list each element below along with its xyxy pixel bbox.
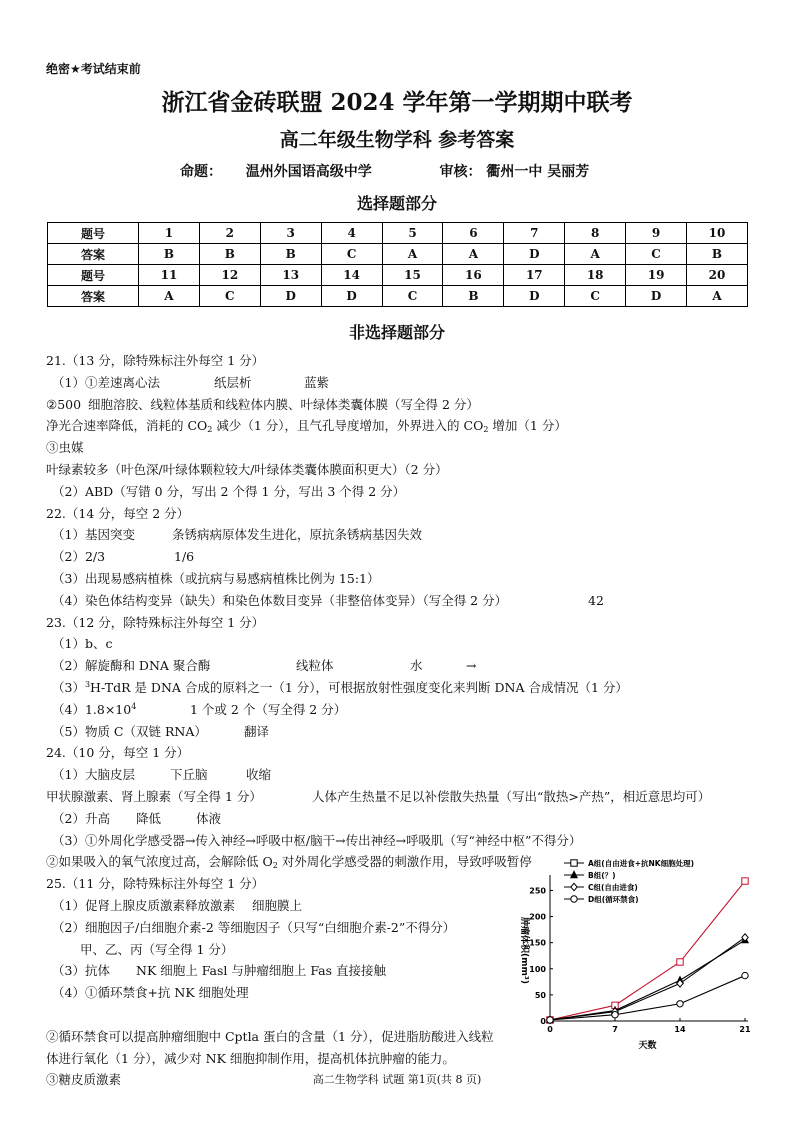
q23-3-answer (46, 677, 758, 699)
table-cell: A (565, 244, 626, 265)
q23-2-answer (46, 655, 758, 677)
table-cell: 2 (199, 223, 260, 244)
arrow-symbol: → (466, 658, 477, 674)
data-point (677, 959, 683, 965)
data-point (571, 860, 577, 866)
data-point (571, 896, 577, 902)
answer-text: 人体产生热量不足以补偿散失热量（写出“散热>产热”，相近意思均可） (312, 788, 711, 804)
q24-4-answer: （3）①外周化学感受器→传入神经→呼吸中枢/脑干→传出神经→呼吸肌（写“神经中枢”不得分） (52, 832, 582, 848)
table-cell: 5 (382, 223, 443, 244)
q22-4-answer (46, 590, 758, 612)
q25-heading: 25.（11 分，除特殊标注外每空 1 分） (46, 876, 265, 892)
q22-1-answer (46, 524, 758, 546)
data-point (742, 878, 748, 884)
table-cell: D (626, 286, 687, 307)
row-label: 答案 (48, 244, 139, 265)
table-row (48, 286, 748, 307)
superscript: 3 (84, 679, 91, 689)
table-cell: C (199, 286, 260, 307)
table-cell: 1 (139, 223, 200, 244)
table-cell: 10 (687, 223, 748, 244)
table-cell: A (382, 244, 443, 265)
subscript: 2 (483, 425, 489, 435)
answer-text: 减少（1 分），且气孔导度增加，外界进入的 CO (212, 418, 484, 434)
answer-text: （1）大脑皮层 (52, 767, 135, 783)
answer-text: （2）2/3 (52, 549, 106, 565)
row-label: 答案 (48, 286, 139, 307)
subscript: 2 (207, 425, 213, 435)
data-point (677, 1001, 683, 1007)
answer-table (47, 222, 748, 307)
q21-4-answer: ③虫媒 (46, 440, 84, 456)
table-cell: B (139, 244, 200, 265)
table-cell: 19 (626, 265, 687, 286)
subscript: 2 (272, 861, 278, 871)
q21-heading: 21.（13 分，除特殊标注外每空 1 分） (46, 353, 265, 368)
table-cell: D (260, 286, 321, 307)
series-line (550, 937, 745, 1020)
q23-1-answer: （1）b、c (52, 636, 113, 652)
q23-4-answer (46, 699, 758, 721)
answer-text: ②500 (46, 396, 82, 412)
q24-1-answer (46, 764, 758, 786)
answer-text: ②如果吸入的氧气浓度过高，会解除低 O (46, 854, 273, 870)
legend-label: C组(自由进食) (588, 883, 638, 892)
section-nonchoice-heading: 非选择题部分 (348, 323, 445, 342)
table-cell: C (626, 244, 687, 265)
table-row (48, 244, 748, 265)
chart-legend (564, 858, 694, 904)
answer-text: 1 个或 2 个（写全得 2 分） (190, 701, 347, 717)
table-cell: C (565, 286, 626, 307)
superscript: 4 (131, 701, 137, 711)
table-cell: C (321, 244, 382, 265)
author-line (180, 161, 589, 181)
reviewer-name: 衢州一中 吴丽芳 (486, 164, 590, 180)
x-tick-label: 14 (674, 1025, 686, 1034)
table-cell: B (687, 244, 748, 265)
y-tick-label: 250 (529, 886, 546, 896)
q25-5-answer: ②循环禁食可以提高肿瘤细胞中 Cptla 蛋白的含量（1 分），促进脂肪酸进入线粒 (46, 1028, 494, 1044)
q24-heading: 24.（10 分，每空 1 分） (46, 745, 190, 761)
table-cell: 15 (382, 265, 443, 286)
answer-text: （1）促肾上腺皮质激素释放激素 (52, 897, 235, 913)
answer-text: 净光合速率降低，消耗的 CO (46, 418, 208, 434)
q25-2-answer-cont: 甲、乙、丙（写全得 1 分） (80, 941, 234, 957)
row-label: 题号 (48, 223, 139, 244)
data-point (742, 972, 748, 978)
y-tick-label: 0 (540, 1017, 546, 1026)
answer-text: 水 (410, 658, 423, 674)
answer-text: 增加（1 分） (488, 418, 567, 434)
exam-title: 浙江省金砖联盟 2024 学年第一学期期中联考 (161, 89, 633, 116)
answer-text: 线粒体 (296, 658, 334, 674)
answer-text: （4）1.8×10 (52, 701, 132, 717)
q23-5-answer (46, 721, 758, 743)
answer-text: 细胞溶胶、线粒体基质和线粒体内膜、叶绿体类囊体膜（写全得 2 分） (88, 396, 479, 412)
q21-1-answer (46, 372, 758, 394)
y-tick-label: 150 (529, 938, 546, 948)
y-tick-label: 100 (529, 964, 546, 974)
q21-2-answer (46, 394, 758, 416)
q22-2-answer (46, 546, 758, 568)
series-line (550, 881, 745, 1020)
answer-text: NK 细胞上 Fasl 与肿瘤细胞上 Fas 直接接触 (136, 963, 387, 979)
q24-2-answer (46, 786, 758, 808)
q21-3-answer (46, 415, 758, 437)
table-cell: 9 (626, 223, 687, 244)
table-cell: 4 (321, 223, 382, 244)
tumor-volume-chart (500, 855, 760, 1055)
y-tick-label: 50 (534, 990, 546, 1000)
data-point (612, 1012, 618, 1018)
q22-3-answer: （3）出现易感病植株（或抗病与易感病植株比例为 15:1） (52, 570, 380, 586)
table-cell: A (443, 244, 504, 265)
table-cell: 12 (199, 265, 260, 286)
table-cell: D (321, 286, 382, 307)
table-cell: D (504, 244, 565, 265)
answer-text: （3） (52, 679, 85, 695)
legend-label: A组(自由进食+抗NK细胞处理) (588, 859, 695, 868)
author-label: 命题： (180, 164, 222, 180)
q25-2-answer: （2）细胞因子/白细胞介素-2 等细胞因子（只写“白细胞介素-2”不得分） (52, 919, 456, 935)
answer-text: 体液 (196, 810, 222, 826)
answer-text: （1）①差速离心法 (52, 374, 160, 390)
x-tick-label: 7 (612, 1025, 618, 1034)
reviewer-label: 审核： (439, 164, 482, 180)
table-cell: 16 (443, 265, 504, 286)
table-cell: D (504, 286, 565, 307)
x-axis-label: 天数 (638, 1041, 657, 1051)
row-label: 题号 (48, 265, 139, 286)
q25-5-answer-cont: 体进行氧化（1 分），减少对 NK 细胞抑制作用，提高机体抗肿瘤的能力。 (46, 1050, 455, 1066)
y-axis-label: 肿瘤体积(mm³) (519, 917, 529, 984)
q23-heading: 23.（12 分，除特殊标注外每空 1 分） (46, 614, 265, 630)
data-point (547, 1017, 553, 1023)
answer-text: 1/6 (174, 549, 195, 565)
data-point (571, 883, 577, 890)
answer-text: （5）物质 C（双链 RNA） (52, 723, 207, 739)
answer-text: （3）抗体 (52, 963, 110, 979)
x-tick-label: 21 (739, 1025, 751, 1034)
q25-6-answer: ③糖皮质激素 (46, 1072, 122, 1088)
answer-text: H-TdR 是 DNA 合成的原料之一（1 分），可根据放射性强度变化来判断 DNA 合成情况（1 分） (90, 679, 628, 695)
exam-subtitle: 高二年级生物学科 参考答案 (279, 129, 515, 151)
answer-text: （2）升高 (52, 810, 110, 826)
answer-text: 对外周化学感受器的刺激作用，导致呼吸暂停 (277, 854, 532, 870)
table-cell: 11 (139, 265, 200, 286)
table-cell: 20 (687, 265, 748, 286)
table-row (48, 265, 748, 286)
q25-4-answer: （4）①循环禁食+抗 NK 细胞处理 (52, 985, 249, 1001)
table-cell: B (260, 244, 321, 265)
table-cell: 14 (321, 265, 382, 286)
table-row (48, 223, 748, 244)
answer-text: （1）基因突变 (52, 527, 135, 543)
answer-text: 翻译 (244, 723, 270, 739)
answer-text: 收缩 (246, 767, 272, 783)
legend-label: B组(？) (588, 871, 616, 880)
answer-text: 甲状腺激素、肾上腺素（写全得 1 分） (46, 788, 262, 804)
answer-text: 降低 (136, 810, 162, 826)
series-line (550, 940, 745, 1020)
legend-label: D组(循环禁食) (588, 895, 639, 904)
table-cell: B (443, 286, 504, 307)
table-cell: 13 (260, 265, 321, 286)
table-cell: A (687, 286, 748, 307)
table-cell: 8 (565, 223, 626, 244)
q21-6-answer: （2）ABD（写错 0 分，写出 2 个得 1 分，写出 3 个得 2 分） (52, 483, 406, 499)
table-cell: 7 (504, 223, 565, 244)
q24-3-answer (46, 808, 758, 830)
answer-text: 条锈病病原体发生进化，原抗条锈病基因失效 (172, 527, 423, 543)
y-tick-label: 200 (529, 912, 546, 922)
answer-text: 下丘脑 (170, 767, 208, 783)
table-cell: 17 (504, 265, 565, 286)
q21-5-answer: 叶绿素较多（叶色深/叶绿体颗粒较大/叶绿体类囊体膜面积更大）（2 分） (46, 461, 448, 477)
table-cell: B (199, 244, 260, 265)
answer-text: （2）解旋酶和 DNA 聚合酶 (52, 658, 211, 674)
answer-text: （4）染色体结构变异（缺失）和染色体数目变异（非整倍体变异）（写全得 2 分） (52, 592, 508, 608)
page-footer: 高二生物学科 试题 第1页(共 8 页) (312, 1073, 482, 1086)
answer-text: 蓝紫 (304, 374, 330, 390)
table-cell: 3 (260, 223, 321, 244)
q22-heading: 22.（14 分，每空 2 分） (46, 505, 190, 521)
answer-text: 纸层析 (214, 374, 252, 390)
table-cell: 6 (443, 223, 504, 244)
table-cell: 18 (565, 265, 626, 286)
author-name: 温州外国语高级中学 (245, 164, 372, 180)
table-cell: C (382, 286, 443, 307)
table-cell: A (139, 286, 200, 307)
section-choice-heading: 选择题部分 (356, 194, 437, 213)
confidential-mark: 绝密★考试结束前 (46, 62, 141, 76)
x-tick-label: 0 (547, 1025, 553, 1034)
answer-text: 42 (588, 592, 604, 608)
answer-text: 细胞膜上 (252, 897, 303, 913)
